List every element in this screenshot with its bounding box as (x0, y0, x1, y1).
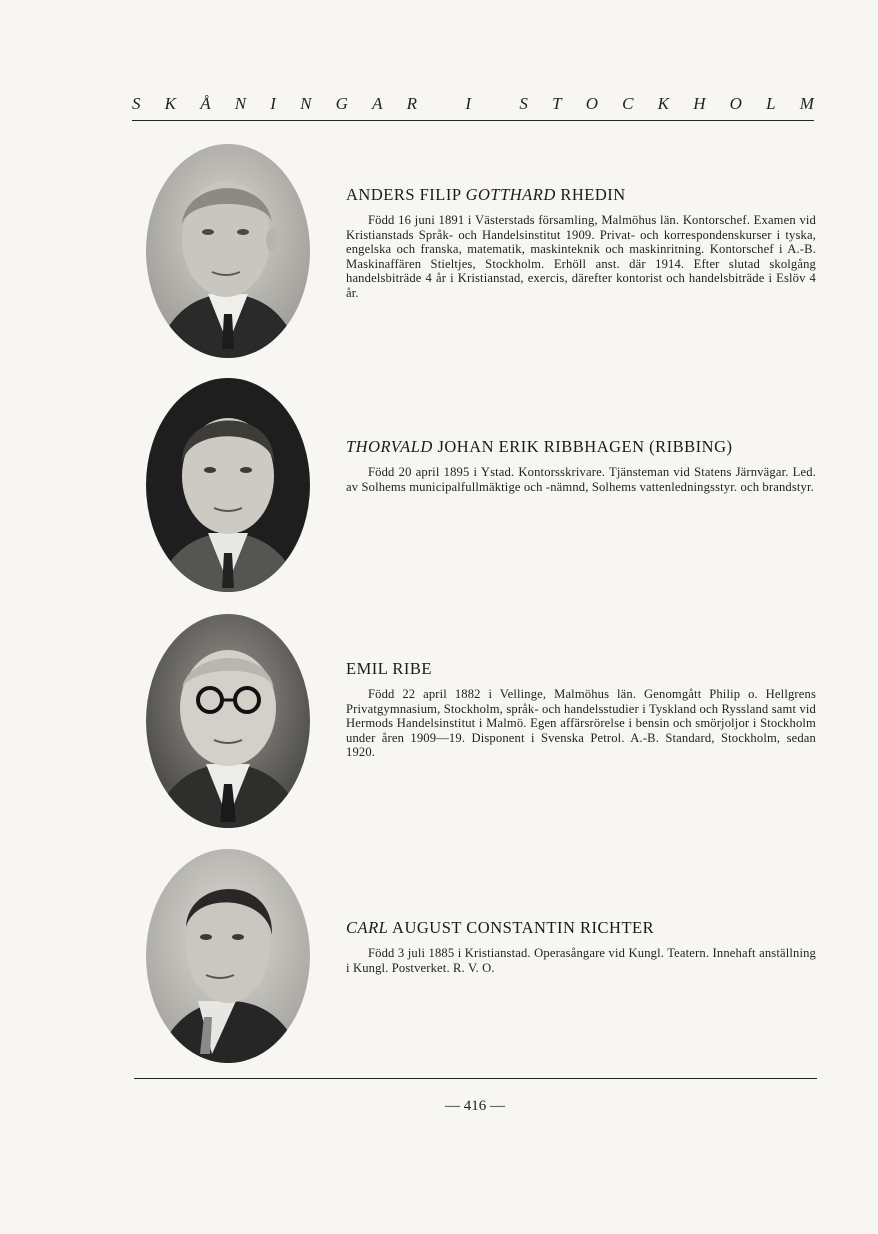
running-head-letter: I (465, 94, 472, 113)
portrait-photo-image (146, 614, 310, 828)
portrait-photo (146, 144, 310, 358)
person-name (346, 437, 816, 457)
portrait-photo (146, 849, 310, 1063)
entry-text-block (346, 185, 816, 301)
name-part-italic: GOTTHARD (465, 185, 556, 204)
running-head-letter: M (799, 94, 814, 113)
portrait-photo-image (146, 378, 310, 592)
running-head-letter: O (729, 94, 742, 113)
running-head-letter: I (270, 94, 276, 113)
running-head-letter: H (693, 94, 706, 113)
biography-text: Född 20 april 1895 i Ystad. Kontorsskrivare. Tjänsteman vid Statens Järnvägar. Led. av Solhems municipalfullmäktige och -nämnd, Solhems vattenledningsstyr. och brandstyr. (346, 465, 816, 494)
name-part: AUGUST CONSTANTIN RICHTER (388, 918, 655, 937)
running-head-letter: G (335, 94, 348, 113)
page-number: — 416 — (445, 1098, 505, 1114)
running-head-letter: K (164, 94, 177, 113)
running-head-letter: C (622, 94, 634, 113)
name-part: EMIL RIBE (346, 659, 432, 678)
name-part-italic: THORVALD (346, 437, 433, 456)
portrait-photo (146, 614, 310, 828)
entry-text-block (346, 437, 816, 494)
header-rule (132, 120, 814, 121)
running-head-letter: A (372, 94, 383, 113)
running-head-letter: R (406, 94, 418, 113)
name-part: RHEDIN (555, 185, 626, 204)
portrait-photo-image (146, 849, 310, 1063)
portrait-photo-image (146, 144, 310, 358)
portrait-photo (146, 378, 310, 592)
running-head-letter: N (234, 94, 247, 113)
running-head-letter: Å (200, 94, 211, 113)
biography-text: Född 16 juni 1891 i Västerstads församling, Malmöhus län. Kontorschef. Examen vid Kristianstads Språk- och Handelsinstitut 1909. Privat- och korrespondenskurser i tyska, engelska och franska, matematik, maskinteknik och maskinritning. Kontorschef i A.-B. Maskinaffären Stieltjes, Stockholm. Erhöll anst. där 1914. Efter slutad skolgång handelsbiträde 4 år i Kristianstad, exercis, därefter kontorist och handelsbiträde i Eslöv 4 år. (346, 213, 816, 300)
person-name (346, 918, 816, 938)
name-part: ANDERS FILIP (346, 185, 466, 204)
footer-rule (134, 1078, 817, 1079)
running-head (132, 94, 814, 114)
name-part: JOHAN ERIK RIBBHAGEN (RIBBING) (432, 437, 733, 456)
person-name (346, 185, 816, 205)
running-head-letter: O (585, 94, 598, 113)
person-name (346, 659, 816, 679)
running-head-letter: S (519, 94, 528, 113)
running-head-letter: T (552, 94, 562, 113)
running-head-letter: S (132, 94, 141, 113)
biography-text: Född 3 juli 1885 i Kristianstad. Operasångare vid Kungl. Teatern. Innehaft anställning i Kungl. Postverket. R. V. O. (346, 946, 816, 975)
entry-text-block (346, 918, 816, 975)
entry-text-block (346, 659, 816, 760)
biography-text: Född 22 april 1882 i Vellinge, Malmöhus län. Genomgått Philip o. Hellgrens Privatgymnasium, Stockholm, språk- och handelsstudier i Tyskland och Ryssland samt vid Hermods Handelsinstitut i Malmö. Egen affärsrörelse i bensin och smörjoljor i Stockholm under åren 1909—19. Disponent i Svenska Petrol. A.-B. Standard, Stockholm, sedan 1920. (346, 687, 816, 760)
running-head-letter: N (300, 94, 312, 113)
name-part-italic: CARL (346, 918, 389, 937)
running-head-letter: K (657, 94, 670, 113)
running-head-letter: L (766, 94, 776, 113)
